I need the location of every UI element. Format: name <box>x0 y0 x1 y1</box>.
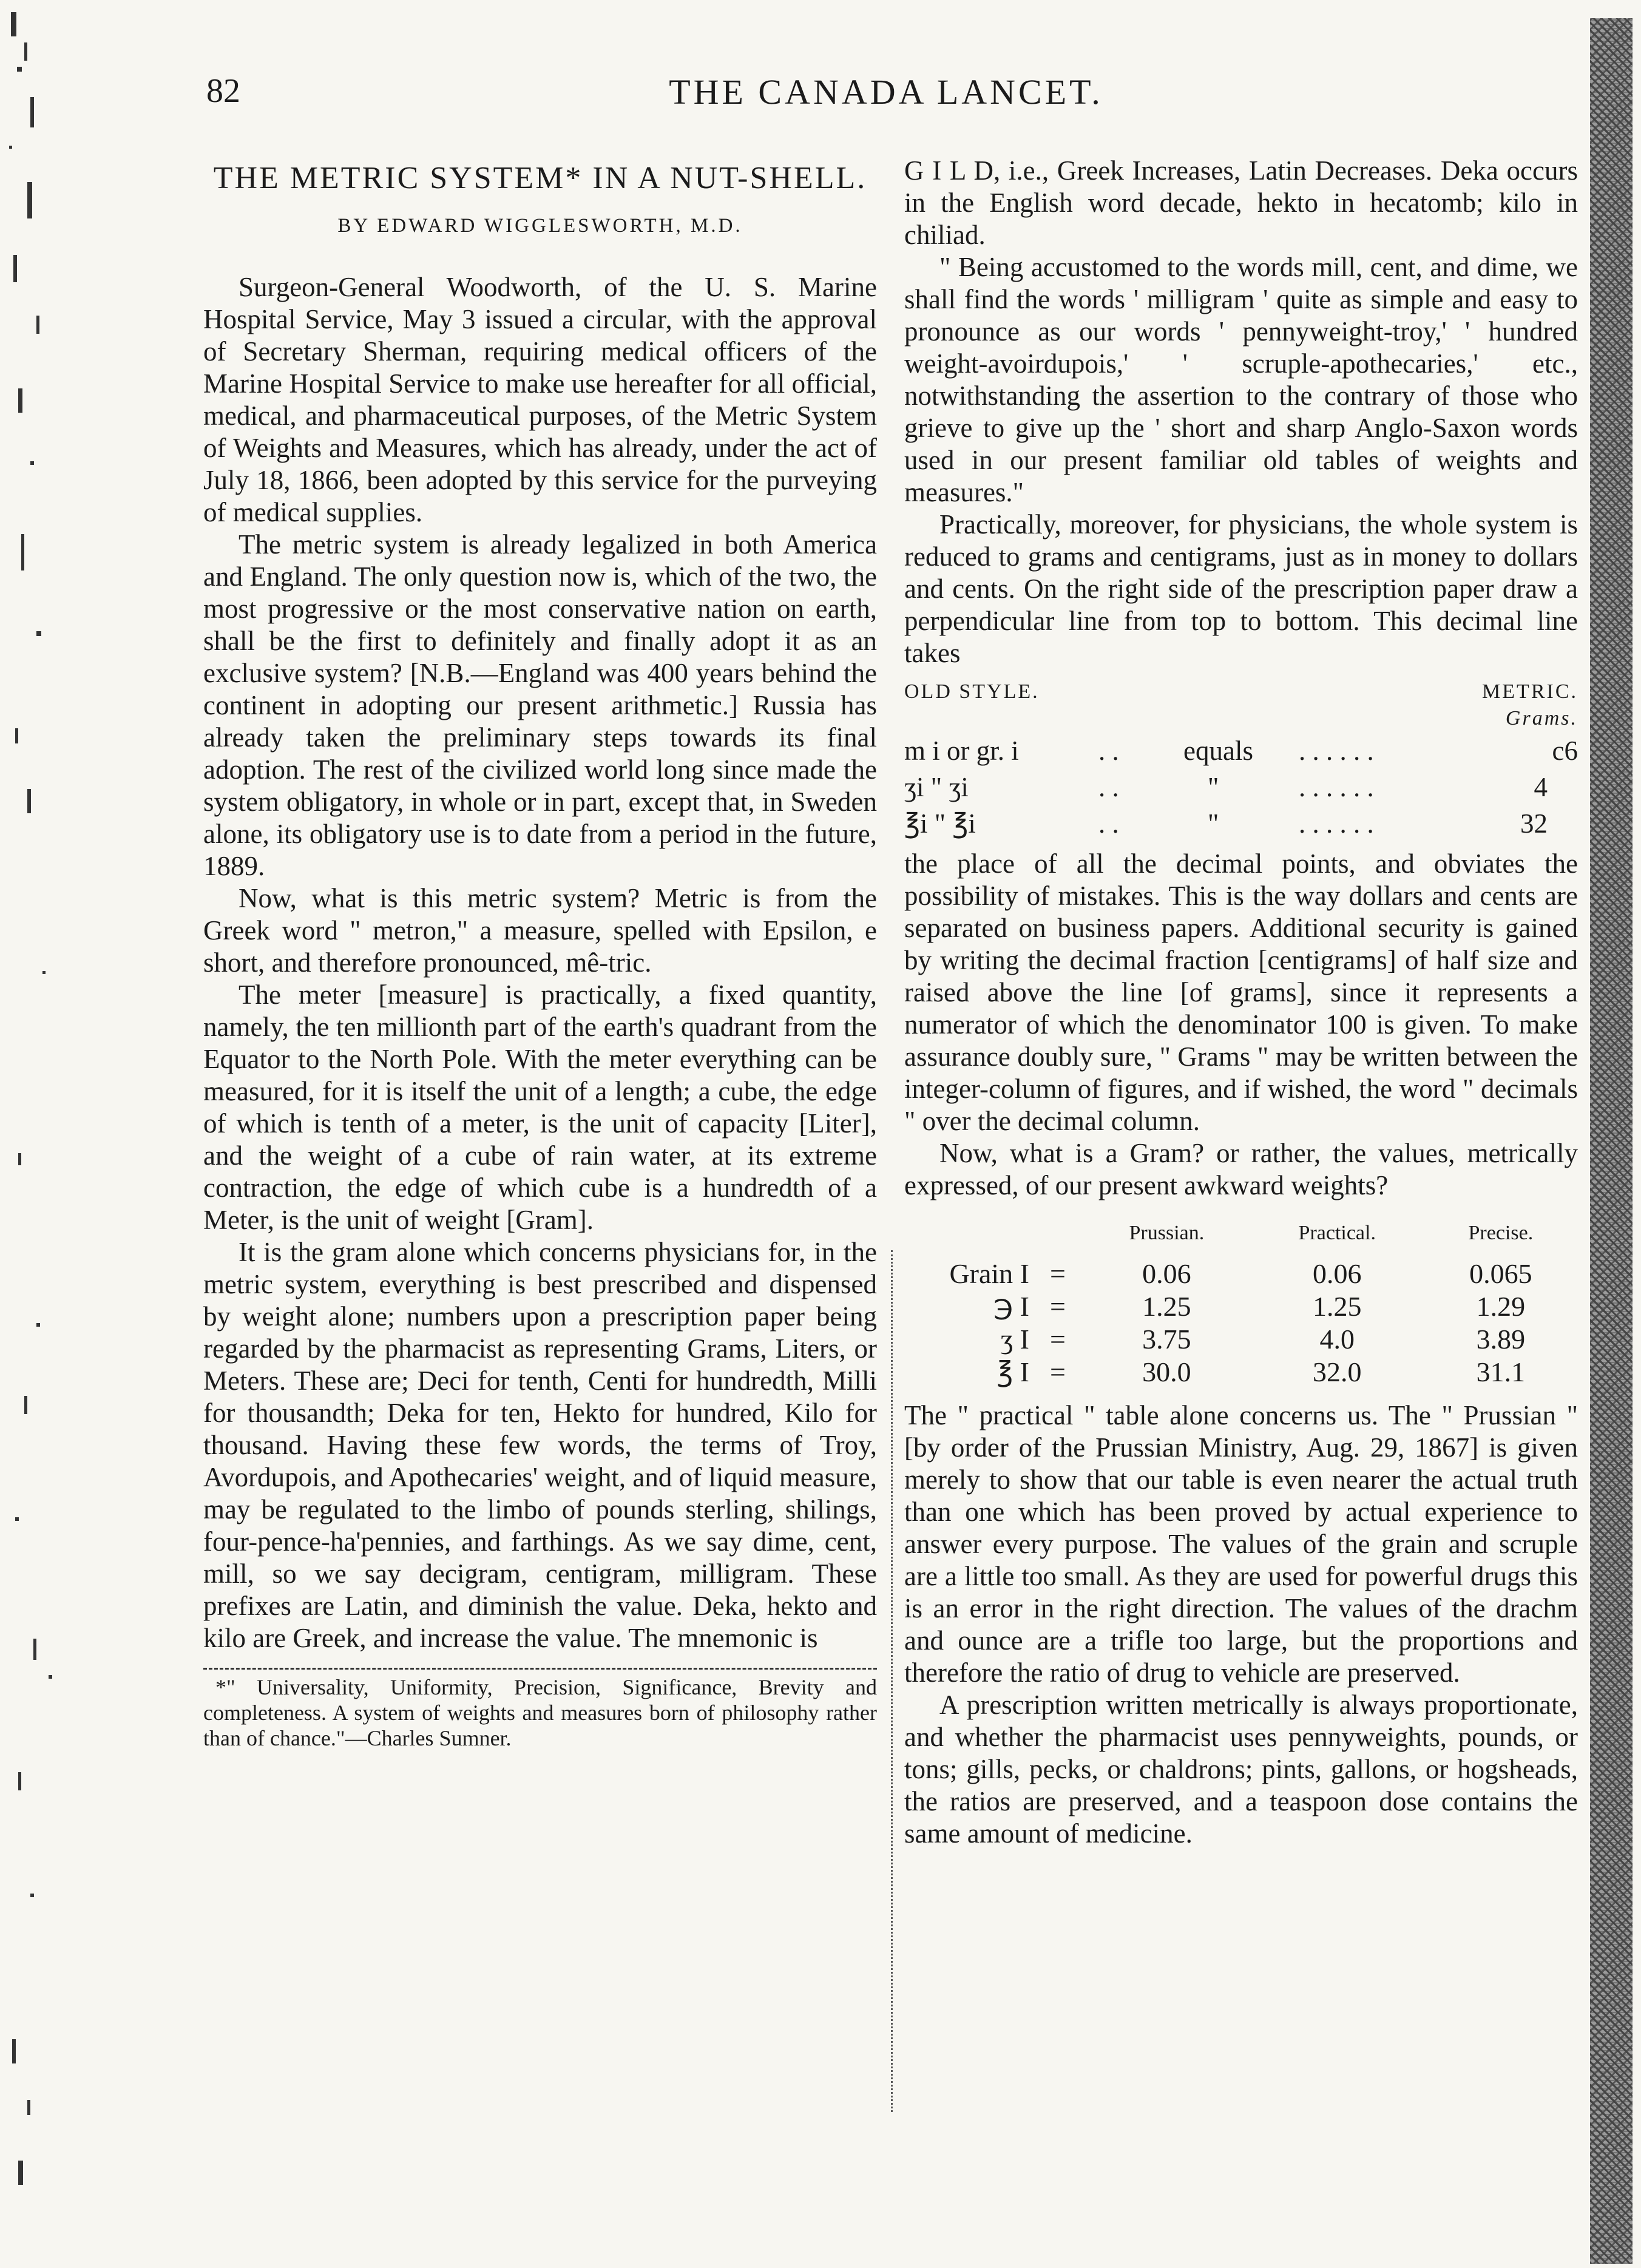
paragraph: G I L D, i.e., Greek Increases, Latin Decreases. Deka occurs in the English word decade, hekto in hecatomb; kilo in chiliad. <box>904 155 1578 250</box>
grams-subheader: Grams. <box>1505 707 1578 729</box>
column-header: Precise. <box>1468 1222 1534 1244</box>
weights-comparison-table <box>904 1216 1578 1389</box>
dose-row <box>904 735 1578 767</box>
paragraph: The metric system is already legalized in both America and England. The only question now is, which of the two, the most progressive or the most conservative nation on earth, shall be the first to definitely and finally adopt it as an exclusive system? [N.B.—England was 400 years behind the continent in adopting our present arithmetic.] Russia has already taken the preliminary steps towards its final adoption. The rest of the civilized world long since made the system obligatory, in whole or in part, except that, in Sweden alone, its obligatory use is to date from a period in the future, 1889. <box>203 529 877 881</box>
column-divider <box>891 1250 893 2112</box>
left-column <box>203 155 877 1751</box>
relation: equals <box>1183 736 1253 766</box>
old-style-header: OLD STYLE. <box>904 680 1040 703</box>
paragraph: Surgeon-General Woodworth, of the U. S. Marine Hospital Service, May 3 issued a circular, with the approval of Secretary Sherman, requiring medical officers of the Marine Hospital Service to make use hereafter for all official, medical, and pharmaceutical purposes, of the Metric System of Weights and Measures, which has already, under the act of July 18, 1866, been adopted by this service for the purveying of medical supplies. <box>203 272 877 527</box>
metric-dose: 4 <box>1534 772 1548 802</box>
relation: " <box>1208 772 1219 802</box>
paragraph: It is the gram alone which concerns physicians for, in the metric system, everything is best prescribed and dispensed by weight alone; numbers upon a prescription paper being regarded by the pharmacist as representing Grams, Liters, or Meters. These are; Deci for tenth, Centi for hundredth, Milli for thousandth; Deka for ten, Hekto for hundred, Kilo for thousand. Having these few words, the terms of Troy, Avordupois, and Apothecaries' weight, and of liquid measure, may be regulated to the limbo of pounds sterling, shilings, four-pence-ha'pennies, and farthings. As we say dime, cent, mill, so we say decigram, centigram, milligram. These prefixes are Latin, and diminish the value. Deka, hekto and kilo are Greek, and increase the value. The mnemonic is <box>203 1237 877 1653</box>
equals-sign: = <box>1050 1258 1066 1289</box>
paragraph: Now, what is a Gram? or rather, the values, metrically expressed, of our present awkward weights? <box>904 1138 1578 1200</box>
journal-title: THE CANADA LANCET. <box>669 72 1103 112</box>
running-header <box>206 72 1566 120</box>
dose-conversion-table <box>904 675 1578 839</box>
leader-dots: . . . . . . <box>1299 736 1374 766</box>
paragraph: Practically, moreover, for physicians, the whole system is reduced to grams and centigrams, just as in money to dollars and cents. On the right side of the prescription paper draw a perpendicular line from top to bottom. This decimal line takes <box>904 509 1578 668</box>
article-title: THE METRIC SYSTEM* IN A NUT-SHELL. <box>213 161 867 195</box>
dose-row <box>904 808 1578 839</box>
dose-row <box>904 771 1578 803</box>
paragraph: A prescription written metrically is always proportionate, and whether the pharmacist uses pennyweights, pounds, or tons; gills, pecks, or chaldrons; pints, gallons, or hogsheads, the ratios are preserved, and a teaspoon dose contains the same amount of medicine. <box>904 1690 1578 1849</box>
dose-table-header <box>904 675 1578 729</box>
table-row <box>904 1258 1578 1290</box>
paragraph: the place of all the decimal points, and obviates the possibility of mistakes. This is the way dollars and cents are separated on business papers. Additional security is gained by writing the decimal fraction [centigrams] of half size and raised above the line [of grams], since it represents a numerator of which the denominator 100 is given. To make assurance doubly sure, " Grams " may be written between the integer-column of figures, and if wished, the word " decimals " over the decimal column. <box>904 848 1578 1136</box>
column-header: Practical. <box>1298 1222 1376 1244</box>
prussian-value: 1.25 <box>1142 1291 1191 1322</box>
relation: " <box>1208 808 1219 839</box>
equals-sign: = <box>1050 1356 1066 1387</box>
weight-unit: ʒ I <box>1000 1324 1029 1355</box>
leader-dots: . . . . . . <box>1299 772 1374 802</box>
practical-value: 4.0 <box>1319 1324 1355 1355</box>
paragraph: " Being accustomed to the words mill, cent, and dime, we shall find the words ' milligram ' quite as simple and easy to pronounce as our words ' pennyweight-troy,' ' hundred weight-avoirdupois,' ' scruple-apothecaries,' etc., notwithstanding the assertion to the contrary of those who grieve to give up the ' short and sharp Anglo-Saxon words used in our present familiar old tables of weights and measures." <box>904 252 1578 507</box>
right-column <box>904 155 1578 1850</box>
precise-value: 3.89 <box>1476 1324 1526 1355</box>
weight-unit: Grain I <box>949 1258 1029 1289</box>
leader-dots: . . <box>1098 808 1119 839</box>
paragraph: The " practical " table alone concerns us. The " Prussian " [by order of the Prussian Ministry, Aug. 29, 1867] is given merely to show that our table is even nearer the actual truth than one which has been proved by actual experience to answer every purpose. The values of the grain and scruple are a little too small. As they are used for powerful drugs this is an error in the right direction. The values of the drachm and ounce are a trifle too large, but the proportions and therefore the ratio of drug to vehicle are preserved. <box>904 1400 1578 1688</box>
old-style-dose: m i or gr. i <box>904 736 1019 766</box>
metric-dose: c6 <box>1552 736 1578 766</box>
footnote: *" Universality, Uniformity, Precision, Significance, Brevity and completeness. A system of weights and measures born of philosophy rather than of chance."—Charles Sumner. <box>203 1675 877 1750</box>
equals-sign: = <box>1050 1324 1066 1355</box>
scan-margin-left <box>0 0 61 2268</box>
table-row <box>904 1323 1578 1356</box>
table-row <box>904 1356 1578 1389</box>
old-style-dose: ʒi " ʒi <box>904 772 969 802</box>
leader-dots: . . . . . . <box>1299 808 1374 839</box>
article-byline: BY EDWARD WIGGLESWORTH, M.D. <box>337 215 743 237</box>
precise-value: 31.1 <box>1476 1356 1526 1387</box>
weight-unit: ℈ I <box>993 1291 1029 1322</box>
precise-value: 0.065 <box>1469 1258 1532 1289</box>
leader-dots: . . <box>1098 772 1119 802</box>
practical-value: 32.0 <box>1313 1356 1362 1387</box>
old-style-dose: ℥i " ℥i <box>904 808 976 839</box>
prussian-value: 30.0 <box>1142 1356 1191 1387</box>
paragraph: Now, what is this metric system? Metric is from the Greek word " metron," a measure, spelled with Epsilon, e short, and therefore pronounced, mê-tric. <box>203 883 877 978</box>
practical-value: 1.25 <box>1313 1291 1362 1322</box>
precise-value: 1.29 <box>1476 1291 1526 1322</box>
metric-dose: 32 <box>1520 808 1548 839</box>
practical-value: 0.06 <box>1313 1258 1362 1289</box>
page-number: 82 <box>206 72 240 110</box>
paragraph: The meter [measure] is practically, a fixed quantity, namely, the ten millionth part of the earth's quadrant from the Equator to the North Pole. With the meter everything can be measured, for it is itself the unit of a length; a cube, the edge of which is tenth of a meter, is the unit of capacity [Liter], and the weight of a cube of rain water, at its extreme contraction, the edge of which cube is a hundredth of a Meter, is the unit of weight [Gram]. <box>203 980 877 1235</box>
leader-dots: . . <box>1098 736 1119 766</box>
prussian-value: 3.75 <box>1142 1324 1191 1355</box>
prussian-value: 0.06 <box>1142 1258 1191 1289</box>
column-header: Prussian. <box>1129 1222 1205 1244</box>
weight-unit: ℥ I <box>996 1356 1029 1387</box>
binding-edge-strip <box>1590 18 1633 2264</box>
equals-sign: = <box>1050 1291 1066 1322</box>
table-row <box>904 1290 1578 1323</box>
footnote-rule <box>203 1668 877 1670</box>
metric-header: METRIC. <box>1482 680 1578 703</box>
